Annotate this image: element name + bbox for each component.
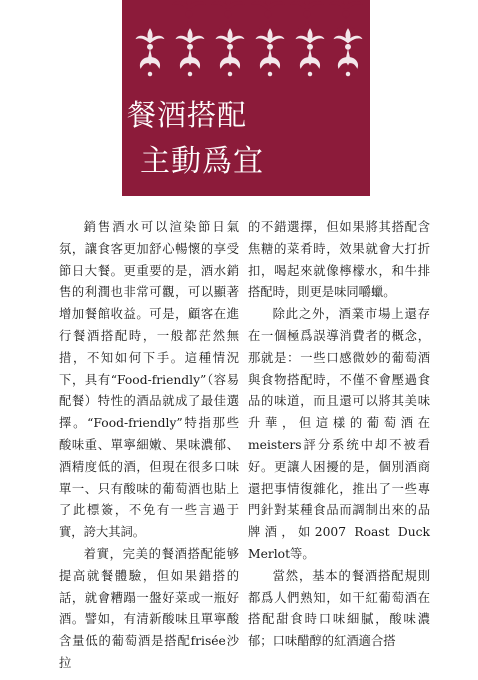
ornament-icon <box>290 0 324 49</box>
left-column <box>59 217 239 675</box>
paragraph: 銷售酒水可以渲染節日氣氛，讓食客更加舒心暢懷的享受節日大餐。更重要的是，酒水銷售的利潤也非常可觀，可以顯著增加餐館收益。可是，顧客在進行餐酒搭配時，一般都茫然無措，不知如何下手。這種情況下，具有“Food-friendly”（容易配餐）特性的酒品就成了最佳選擇。“Food-friendly”特指那些酸味重、單寧細嫩、果味濃郁、酒精度低的酒，但現在很多口味單一、只有酸味的葡萄酒也貼上了此標簽，不免有一些言過于實，誇大其詞。 <box>59 220 239 540</box>
ornament-icon <box>296 28 325 76</box>
paragraph: 當然，基本的餐酒搭配規則都爲人們熟知，如干紅葡萄酒在搭配甜食時口味細膩，酸味濃郁；口味醋醇的紅酒適合搭 <box>248 568 430 649</box>
title-line-2: 主動爲宜 <box>140 144 264 179</box>
paragraph: 除此之外，酒業市場上還存在一個極爲誤導消費者的概念，那就是：一些口感微妙的葡萄酒與食物搭配時，不僅不會壓過食品的味道，而且還可以將其美味升華，但這樣的葡萄酒在meisters評分系统中却不被看好。更讓人困擾的是，個別酒商還把事情復雜化，推出了一些專門針對某種食品而調制出來的品牌酒，如2007 Roast Duck Merlot等。 <box>248 307 430 561</box>
floral-ornament-icons <box>0 0 478 90</box>
ornament-icon <box>136 28 165 76</box>
paragraph-continued: 的不錯選擇，但如果將其搭配含焦糖的菜肴時，效果就會大打折扣，喝起來就像檸檬水，和牛排搭配時，則更是味同嚼蠟。 <box>248 220 430 300</box>
right-column <box>248 217 430 653</box>
paragraph: 着實，完美的餐酒搭配能够提高就餐體驗，但如果錯搭的話，就會糟蹋一盤好菜或一瓶好酒。譬如，有清新酸味且單寧酸含量低的葡萄酒是搭配frisée沙拉 <box>59 546 239 670</box>
title-line-1: 餐酒搭配 <box>127 98 248 132</box>
